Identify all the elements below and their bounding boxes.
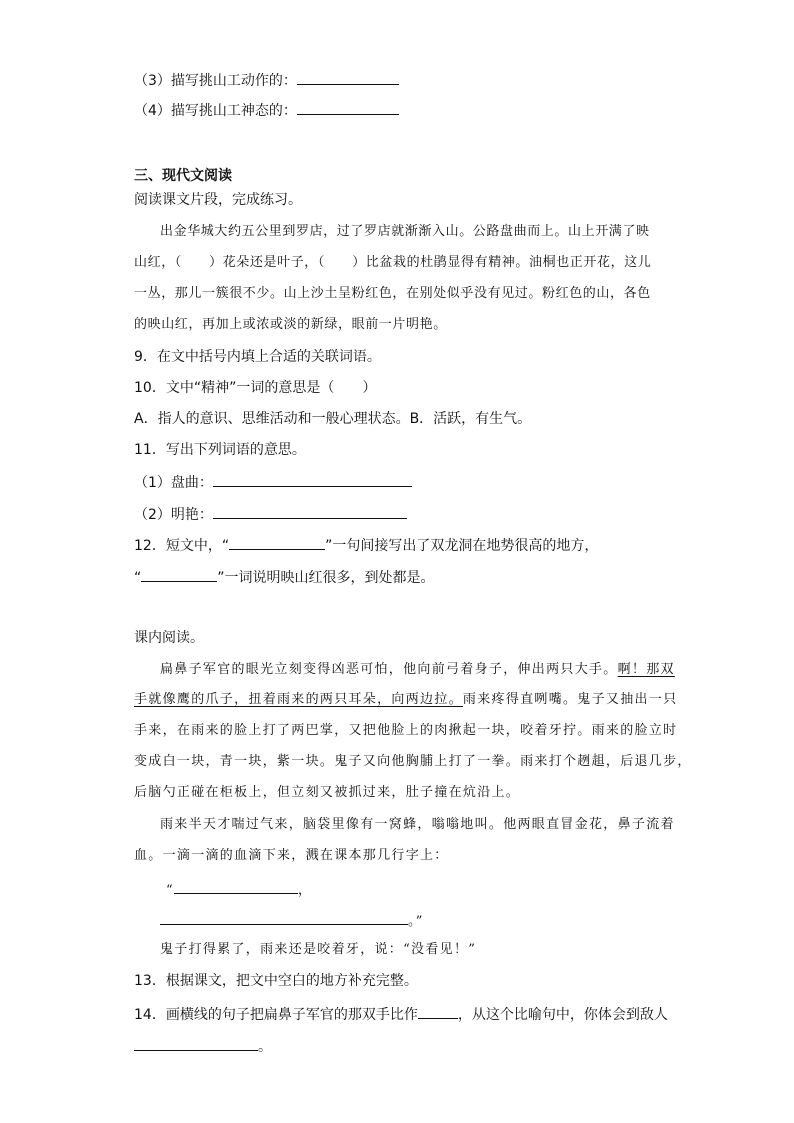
- passage-text: 扁鼻子军官的眼光立刻变得凶恶可怕，他向前弓着身子，伸出两只大手。: [160, 662, 618, 677]
- question-14: [134, 1003, 668, 1025]
- answer-blank[interactable]: [297, 69, 399, 85]
- passage-line: 手来，在雨来的脸上打了两巴掌，又把他脸上的肉揪起一块，咬着牙拧。雨来的脸立时: [134, 723, 678, 738]
- question-11: 11．写出下列词语的意思。: [134, 442, 306, 458]
- quote-line-1: [166, 878, 312, 901]
- passage-text: 雨来疼得直咧嘴。鬼子又抽出一只: [462, 692, 678, 707]
- question-10: 10．文中“精神”一词的意思是（ ）: [134, 380, 377, 396]
- question-11-1: [134, 471, 412, 493]
- passage-line: [134, 690, 677, 710]
- passage-line: 后脑勺正碰在柜板上，但立刻又被抓过来，肚子撞在炕沿上。: [134, 785, 521, 800]
- passage-line: 血。一滴一滴的血滴下来，溅在课本那几行字上：: [134, 848, 449, 863]
- question-3: [134, 69, 399, 91]
- section-heading-inclass: 课内阅读。: [134, 630, 204, 646]
- answer-blank[interactable]: [141, 566, 217, 582]
- passage-line: 一丛，那儿一簇很不少。山上沙土呈粉红色，在别处似乎没有见过。粉红色的山，各色: [134, 286, 651, 301]
- comma: ，: [297, 883, 313, 898]
- question-10-options: A．指人的意识、思维活动和一般心理状态。B．活跃，有生气。: [134, 411, 532, 427]
- question-3-label: （3）描写挑山工动作的：: [134, 73, 297, 89]
- instruction: 阅读课文片段，完成练习。: [134, 192, 302, 208]
- question-9: 9．在文中括号内填上合适的关联词语。: [134, 349, 381, 365]
- question-4-label: （4）描写挑山工神态的：: [134, 103, 297, 119]
- answer-blank[interactable]: [134, 1035, 258, 1051]
- question-14-line2: [134, 1035, 272, 1057]
- question-14-text-a: 14．画横线的句子把扁鼻子军官的那双手比作: [134, 1007, 418, 1023]
- question-13: 13．根据课文，把文中空白的地方补充完整。: [134, 973, 418, 989]
- passage-line: 雨来半天才喘过气来，脑袋里像有一窝蜂，嗡嗡地叫。他两眼直冒金花，鼻子流着: [160, 817, 675, 832]
- underlined-sentence: 手就像鹰的爪子，扭着雨来的两只耳朵，向两边拉。: [134, 692, 463, 707]
- question-4: [134, 99, 399, 121]
- answer-blank[interactable]: [160, 909, 408, 925]
- question-12-prefix: 12．短文中，“: [134, 538, 230, 554]
- question-12-line2: [134, 566, 435, 588]
- answer-blank[interactable]: [174, 878, 298, 894]
- passage-line: [160, 660, 675, 680]
- underlined-sentence: 啊！那双: [617, 662, 675, 677]
- question-14-text-b: ，从这个比喻句中，你体会到敌人: [457, 1007, 668, 1023]
- question-12-line2-suffix: ”一词说明映山红很多，到处都是。: [217, 570, 435, 586]
- passage-line: 山红，（ ）花朵还是叶子，（ ）比盆栽的杜鹃显得有精神。油桐也正开花，这儿: [134, 255, 652, 270]
- answer-blank[interactable]: [213, 471, 412, 487]
- passage-line: 的映山红，再加上或浓或淡的新绿，眼前一片明艳。: [134, 317, 447, 332]
- quote-line-2: [160, 909, 424, 932]
- open-quote: “: [166, 883, 174, 898]
- answer-blank[interactable]: [418, 1003, 458, 1019]
- question-11-2-label: （2）明艳：: [134, 507, 213, 523]
- question-12-suffix: ”一句间接写出了双龙洞在地势很高的地方，: [325, 538, 599, 554]
- question-12: [134, 534, 598, 556]
- passage-line: 出金华城大约五公里到罗店，过了罗店就渐渐入山。公路盘曲而上。山上开满了映: [160, 224, 650, 239]
- close-quote: 。”: [408, 914, 424, 929]
- answer-blank[interactable]: [229, 534, 325, 550]
- answer-blank[interactable]: [297, 99, 399, 115]
- passage-line: 鬼子打得累了，雨来还是咬着牙，说：“没看见！”: [160, 942, 477, 957]
- passage-line: 变成白一块，青一块，紫一块。鬼子又向他胸脯上打了一拳。雨来打个趔趄，后退几步，: [134, 754, 692, 769]
- section-heading: 三、现代文阅读: [134, 168, 232, 184]
- period: 。: [258, 1039, 272, 1055]
- question-11-1-label: （1）盘曲：: [134, 475, 213, 491]
- answer-blank[interactable]: [213, 503, 407, 519]
- question-11-2: [134, 503, 407, 525]
- question-12-line2-prefix: “: [134, 570, 142, 586]
